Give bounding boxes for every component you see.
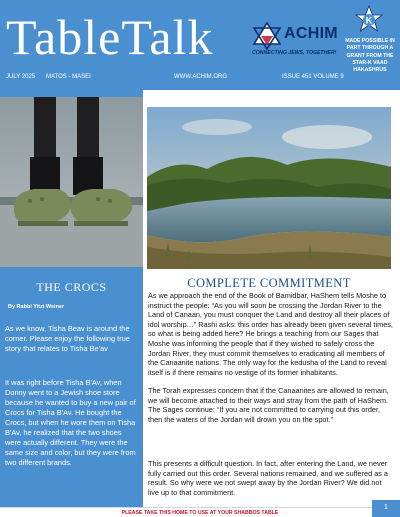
star-of-david-icon <box>252 22 282 50</box>
parsha-name: MATOS - MASEI <box>46 74 91 80</box>
footer-note: PLEASE TAKE THIS HOME TO USE AT YOUR SHABBOS TABLE <box>121 510 279 516</box>
issue-number: ISSUE 451 VOLUME 9 <box>282 74 344 80</box>
masthead <box>0 0 400 90</box>
star-k-badge-icon <box>354 5 384 35</box>
crocs-story-paragraph: It was right before Tisha B'Av, when Donny went to a Jewish shoe store because he wanted to buy a new pair of Crocs for Tisha B'Av. He bought the Crocs, but when he wore them on Tisha B'Av, he realized that the two shoes were actually different. They were the same size and color, but they were from two different brands. <box>5 378 136 467</box>
issue-info-bar <box>0 72 400 86</box>
issue-date: JULY 2025 <box>6 74 36 80</box>
crocs-intro-paragraph: As we know, Tisha Beav is around the corner. Please enjoy the following true story that relates to Tisha Be'av <box>5 324 130 353</box>
jordan-river-photo <box>147 107 391 269</box>
badge-letter: K <box>365 15 373 26</box>
achim-logo <box>252 22 340 60</box>
article-paragraph-3: This presents a difficult question. In fact, after entering the Land, we never fully carried out this order. Several nations remained, and we suffered as a result. So why were we not swept away by the Jordan River? We did not live up to that commitment. <box>148 459 388 497</box>
footer <box>0 507 400 517</box>
article-title: COMPLETE COMMITMENT <box>187 276 351 290</box>
grant-note: MADE POSSIBLE IN PART THROUGH A GRANT FROM THE STAR-K VAAD HAKASHRUS <box>345 38 395 74</box>
website-link[interactable]: WWW.ACHIM.ORG <box>174 74 227 80</box>
masthead-title: TableTalk <box>6 9 214 65</box>
page-number: 1 <box>372 500 400 517</box>
crocs-photo <box>0 97 143 267</box>
crocs-story-title: THE CROCS <box>36 280 107 294</box>
article-paragraph-2: The Torah expresses concern that if the Canaanites are allowed to remain, we will become attached to their ways and stray from the path of HaShem. The Sages continue: “If you are not committed to carrying out this order, then the waters of the Jordan will drown you on the spot.” <box>148 386 389 424</box>
achim-name: ACHIM <box>284 25 338 42</box>
achim-tagline: CONNECTING JEWS, TOGETHER! <box>252 50 337 56</box>
article-paragraph-1: As we approach the end of the Book of Bamidbar, HaShem tells Moshe to instruct the people: “As you will soon be crossing the Jordan River to the Land of Canaan, you must conquer the Land and destroy all their places of idol worship…” Rashi asks: this order has already been given several times, so what is being added here? He brings a teaching from our Sages that Moshe was informing the people that if they wished to safely cross the Jordan River, they must commit themselves to eradicating all members of the Canaanite nations. The only way for the kedusha of the Land to reveal itself is if there remains no vestige of its former inhabitants. <box>148 291 393 377</box>
crocs-byline: By Rabbi Yitzi Weiner <box>8 304 65 310</box>
